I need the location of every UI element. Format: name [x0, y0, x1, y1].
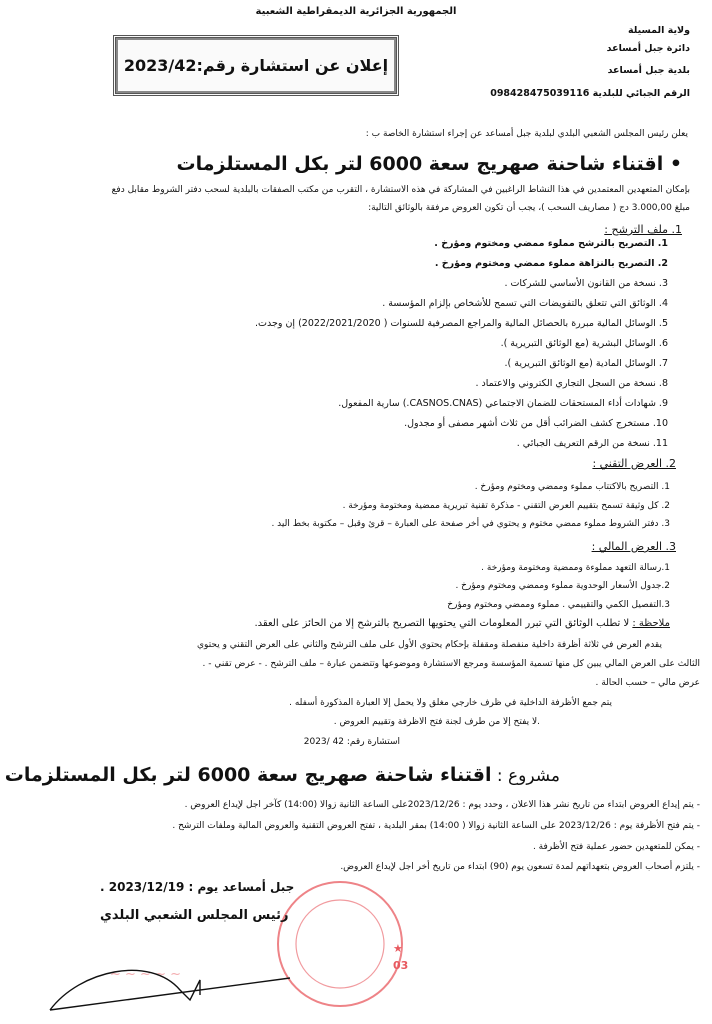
- list-item: 3. نسخة من القانون الأساسي للشركات .: [504, 278, 668, 289]
- announcement-title: إعلان عن استشارة رقم:2023/42: [123, 56, 389, 75]
- signature-place-date: جبل أمساعد يوم : 2023/12/19 .: [100, 880, 295, 894]
- list-item: 3.التفصيل الكمي والتقييمي . مملوء وممضي ومختوم ومؤرخ: [447, 600, 670, 610]
- envelope-line: يقدم العرض في ثلاثة أظرفة داخلية منفصلة ومقفلة بإحكام يحتوي الأول على ملف الترشح والثاني على العرض التقني و يحتوي: [197, 640, 662, 650]
- project-line: [5, 762, 560, 789]
- list-item: 2.جدول الأسعار الوحدوية مملوء وممضي ومختوم ومؤرخ .: [455, 581, 670, 591]
- list-item: 2. التصريح بالنزاهة مملوء ممضي ومختوم ومؤرخ .: [434, 258, 668, 269]
- commune: بلدية جبل أمساعد: [607, 65, 690, 76]
- list-item: 7. الوسائل المادية (مع الوثائق التبريرية ).: [504, 358, 668, 369]
- list-item: 3. دفتر الشروط مملوء ممضي مختوم و يحتوي في أخر صفحة على العبارة – قرئ وقبل – مكتوبة بخط اليد .: [271, 519, 670, 529]
- paragraph-line: بإمكان المتعهدين المعتمدين في هذا النشاط الراغبين في المشاركة في هذه الاستشارة ، التقرب من مكتب الصفقات بالبلدية لسحب دفتر الشروط مقابل دفع: [111, 185, 690, 195]
- announcement-title-box: [113, 35, 399, 96]
- svg-text:03: 03: [393, 959, 409, 972]
- project-label: مشروع :: [491, 766, 560, 786]
- list-item: 5. الوسائل المالية مبررة بالحصائل المالية والمراجع المصرفية للسنوات ( 2022/2021/2020) إن وجدت.: [255, 318, 668, 329]
- svg-text:★: ★: [393, 942, 403, 955]
- list-item: 1.رسالة التعهد مملوءة وممضية ومختومة ومؤرخة .: [481, 563, 670, 573]
- list-item: 9. شهادات أداء المستحقات للضمان الاجتماعي (CASNOS.CNAS.) سارية المفعول.: [338, 398, 668, 409]
- list-item: 1. التصريح بالاكتتاب مملوء وممضي ومختوم ومؤرخ .: [474, 482, 670, 492]
- list-item: 2. كل وثيقة تسمح بتقييم العرض التقني - مذكرة تقنية تبريرية ممضية ومختومة ومؤرخة .: [342, 501, 670, 511]
- list-item: 8. نسخة من السجل التجاري الكتروني والاعتماد .: [475, 378, 668, 389]
- note-text: لا تطلب الوثائق التي تبرر المعلومات التي يحتويها التصريح بالترشح إلا من الحائز على العقد.: [254, 618, 633, 629]
- list-item: 6. الوسائل البشرية (مع الوثائق التبريرية ).: [500, 338, 668, 349]
- section-heading: 3. العرض المالي :: [591, 540, 676, 553]
- list-item: 11. نسخة من الرقم التعريف الجبائي .: [516, 438, 668, 449]
- republic-header: الجمهورية الجزائرية الديمقراطية الشعبية: [255, 6, 457, 17]
- envelope-line: يتم جمع الأظرفة الداخلية في ظرف خارجي مغلق ولا يحمل إلا العبارة المذكورة أسفله .: [289, 698, 612, 708]
- handwritten-signature: [40, 960, 300, 1020]
- tax-id: الرقم الجبائي للبلدية 098428475039116: [490, 88, 690, 99]
- envelope-line: عرض مالي – حسب الحالة .: [595, 678, 700, 688]
- note: [254, 617, 670, 631]
- intro-text: يعلن رئيس المجلس الشعبي البلدي لبلدية جبل أمساعد عن إجراء استشارة الخاصة ب :: [365, 129, 688, 139]
- list-item: 1. التصريح بالترشح مملوء ممضي ومختوم ومؤرخ .: [434, 238, 668, 249]
- note-label: ملاحظة :: [632, 618, 670, 629]
- consultation-ref: استشارة رقم: 42 /2023: [303, 737, 400, 747]
- svg-text:~ ~ ~ ~ ~: ~ ~ ~ ~ ~: [110, 967, 181, 982]
- list-item: 4. الوثائق التي تتعلق بالتفويضات التي تسمح للأشخاص بإلزام المؤسسة .: [382, 298, 668, 309]
- daira: دائرة جبل أمساعد: [606, 43, 690, 54]
- section-heading: 1. ملف الترشح :: [604, 223, 682, 236]
- project-heading: • اقتناء شاحنة صهريج سعة 6000 لتر بكل المستلزمات: [176, 153, 682, 175]
- bullet-line: - يلتزم أصحاب العروض بتعهداتهم لمدة تسعون يوم (90) ابتداء من تاريخ أخر اجل لإيداع العروض.: [340, 862, 700, 872]
- envelope-line: الثالث على العرض المالي يبين كل منها تسمية المؤسسة ومرجع الاستشارة وموضوعها وتتضمن عبارة – ملف الترشح . - عرض تقني - .: [202, 659, 700, 669]
- bullet-line: - يتم فتح الأظرفة يوم : 2023/12/26 على الساعة الثانية زوالا ( 14:00) بمقر البلدية ، تفتح العروض التقنية والعروض المالية وملفات الترشح .: [172, 821, 700, 831]
- list-item: 10. مستخرج كشف الضرائب أقل من ثلاث أشهر مصفى أو مجدول.: [404, 418, 668, 429]
- wilaya: ولاية المسيلة: [628, 25, 690, 36]
- project-name: اقتناء شاحنة صهريج سعة 6000 لتر بكل المستلزمات: [4, 764, 492, 786]
- signature-title: رئيس المجلس الشعبي البلدي: [100, 908, 289, 923]
- paragraph-line: مبلغ 3.000,00 دج ( مصاريف السحب )، يجب أن تكون العروض مرفقة بالوثائق التالية:: [368, 203, 690, 213]
- bullet-line: - يمكن للمتعهدين حضور عملية فتح الأظرفة .: [532, 842, 700, 852]
- section-heading: 2. العرض التقني :: [592, 457, 676, 470]
- bullet-line: - يتم إيداع العروض ابتداء من تاريخ نشر هذا الاعلان ، وحدد يوم : 2023/12/26على الساعة الثانية زوالا (14:00) كآخر اجل لإيداع العروض .: [184, 800, 700, 810]
- envelope-line: .لا يفتح إلا من طرف لجنة فتح الاظرفة وتقييم العروض .: [333, 717, 540, 727]
